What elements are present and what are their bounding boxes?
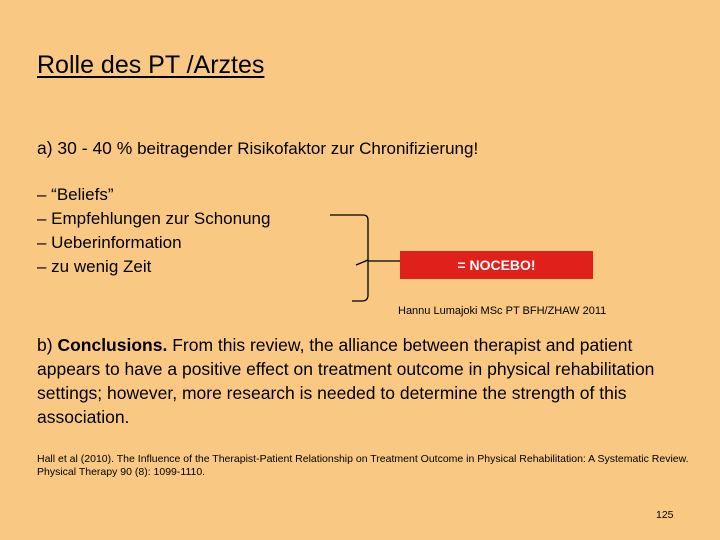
list-item: – Ueberinformation xyxy=(37,233,182,252)
point-a-label: a) 30 - 40 % xyxy=(37,138,133,158)
bracket-bottom-arm xyxy=(352,255,368,301)
point-b-bold: Conclusions. xyxy=(57,335,168,355)
source-citation-1: Hannu Lumajoki MSc PT BFH/ZHAW 2011 xyxy=(398,305,607,317)
slide-title: Rolle des PT /Arztes xyxy=(37,51,265,79)
point-b-prefix: b) xyxy=(37,335,53,355)
page-number: 125 xyxy=(656,509,674,521)
list-item: – Empfehlungen zur Schonung xyxy=(37,209,271,228)
source-citation-2: Hall et al (2010). The Influence of the Therapist-Patient Relationship on Treatment Outcome in Physical Rehabilitation: A Systematic Review. Physical Therapy 90 (8): 1099-1110. xyxy=(37,453,689,478)
risk-factor-list xyxy=(37,183,270,279)
nocebo-badge: = NOCEBO! xyxy=(400,251,593,279)
point-a-text: beitragender Risikofaktor zur Chronifizierung! xyxy=(137,139,479,158)
point-b-text: From this review, the alliance between therapist and patient appears to have a positive effect on treatment outcome in physical rehabilitation settings; however, more research is needed to determine the strength of this association. xyxy=(37,335,655,427)
list-item: – zu wenig Zeit xyxy=(37,257,152,276)
bracket-pointer xyxy=(356,260,368,265)
point-a xyxy=(37,138,478,159)
point-b xyxy=(37,333,677,429)
list-item: – “Beliefs” xyxy=(37,185,114,204)
bracket-top-arm xyxy=(330,215,368,255)
